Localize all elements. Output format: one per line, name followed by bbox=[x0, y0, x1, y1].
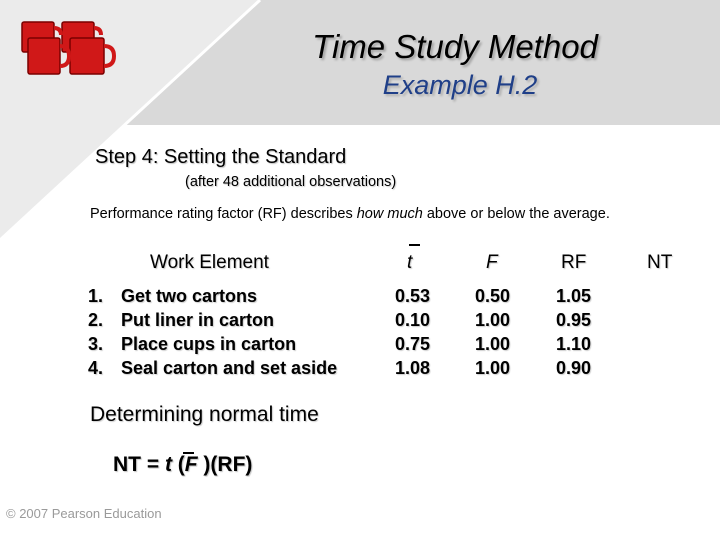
row-rf: 0.90 bbox=[556, 358, 592, 378]
row-rf: 1.10 bbox=[556, 334, 592, 354]
row-f: 1.00 bbox=[475, 358, 511, 378]
table-row bbox=[0, 310, 720, 334]
header-work-element: Work Element bbox=[150, 252, 269, 273]
row-description: Put liner in carton bbox=[121, 310, 275, 330]
normal-time-heading: Determining normal time bbox=[90, 403, 319, 426]
table-row bbox=[0, 358, 720, 382]
table-row bbox=[0, 334, 720, 358]
row-number: 1. bbox=[88, 286, 104, 306]
formula-f: F bbox=[184, 453, 198, 476]
row-t: 0.10 bbox=[395, 310, 431, 330]
rf-description-pre: Performance rating factor (RF) describes bbox=[90, 206, 357, 222]
slide-subtitle: Example H.2 bbox=[382, 70, 538, 100]
row-f: 1.00 bbox=[475, 310, 511, 330]
row-description: Seal carton and set aside bbox=[121, 358, 338, 378]
work-element-table bbox=[0, 286, 720, 382]
row-number: 4. bbox=[88, 358, 104, 378]
rf-description bbox=[90, 206, 610, 222]
formula-post: )(RF) bbox=[197, 453, 253, 476]
t-overbar bbox=[409, 244, 420, 246]
copyright-footer: © 2007 Pearson Education bbox=[6, 506, 162, 521]
row-number: 3. bbox=[88, 334, 104, 354]
header-nt: NT bbox=[647, 252, 673, 273]
header-rf: RF bbox=[561, 252, 587, 273]
row-t: 0.75 bbox=[395, 334, 431, 354]
step-note: (after 48 additional observations) bbox=[185, 174, 397, 190]
formula-t: t bbox=[164, 453, 172, 476]
normal-time-formula bbox=[113, 453, 252, 477]
row-f: 0.50 bbox=[475, 286, 511, 306]
rf-description-post: above or below the average. bbox=[422, 206, 610, 222]
row-rf: 1.05 bbox=[556, 286, 592, 306]
row-number: 2. bbox=[88, 310, 104, 330]
row-description: Place cups in carton bbox=[121, 334, 297, 354]
step-heading: Step 4: Setting the Standard bbox=[95, 146, 347, 168]
table-row bbox=[0, 286, 720, 310]
formula-pre: NT = bbox=[113, 453, 165, 476]
slide-title: Time Study Method bbox=[312, 28, 598, 65]
formula-mid: ( bbox=[171, 453, 185, 476]
row-rf: 0.95 bbox=[556, 310, 592, 330]
header-t: t bbox=[407, 252, 413, 273]
row-t: 0.53 bbox=[395, 286, 431, 306]
row-description: Get two cartons bbox=[121, 286, 258, 306]
header-f: F bbox=[486, 252, 498, 273]
row-t: 1.08 bbox=[395, 358, 431, 378]
row-f: 1.00 bbox=[475, 334, 511, 354]
rf-description-emphasis: how much bbox=[356, 206, 423, 222]
